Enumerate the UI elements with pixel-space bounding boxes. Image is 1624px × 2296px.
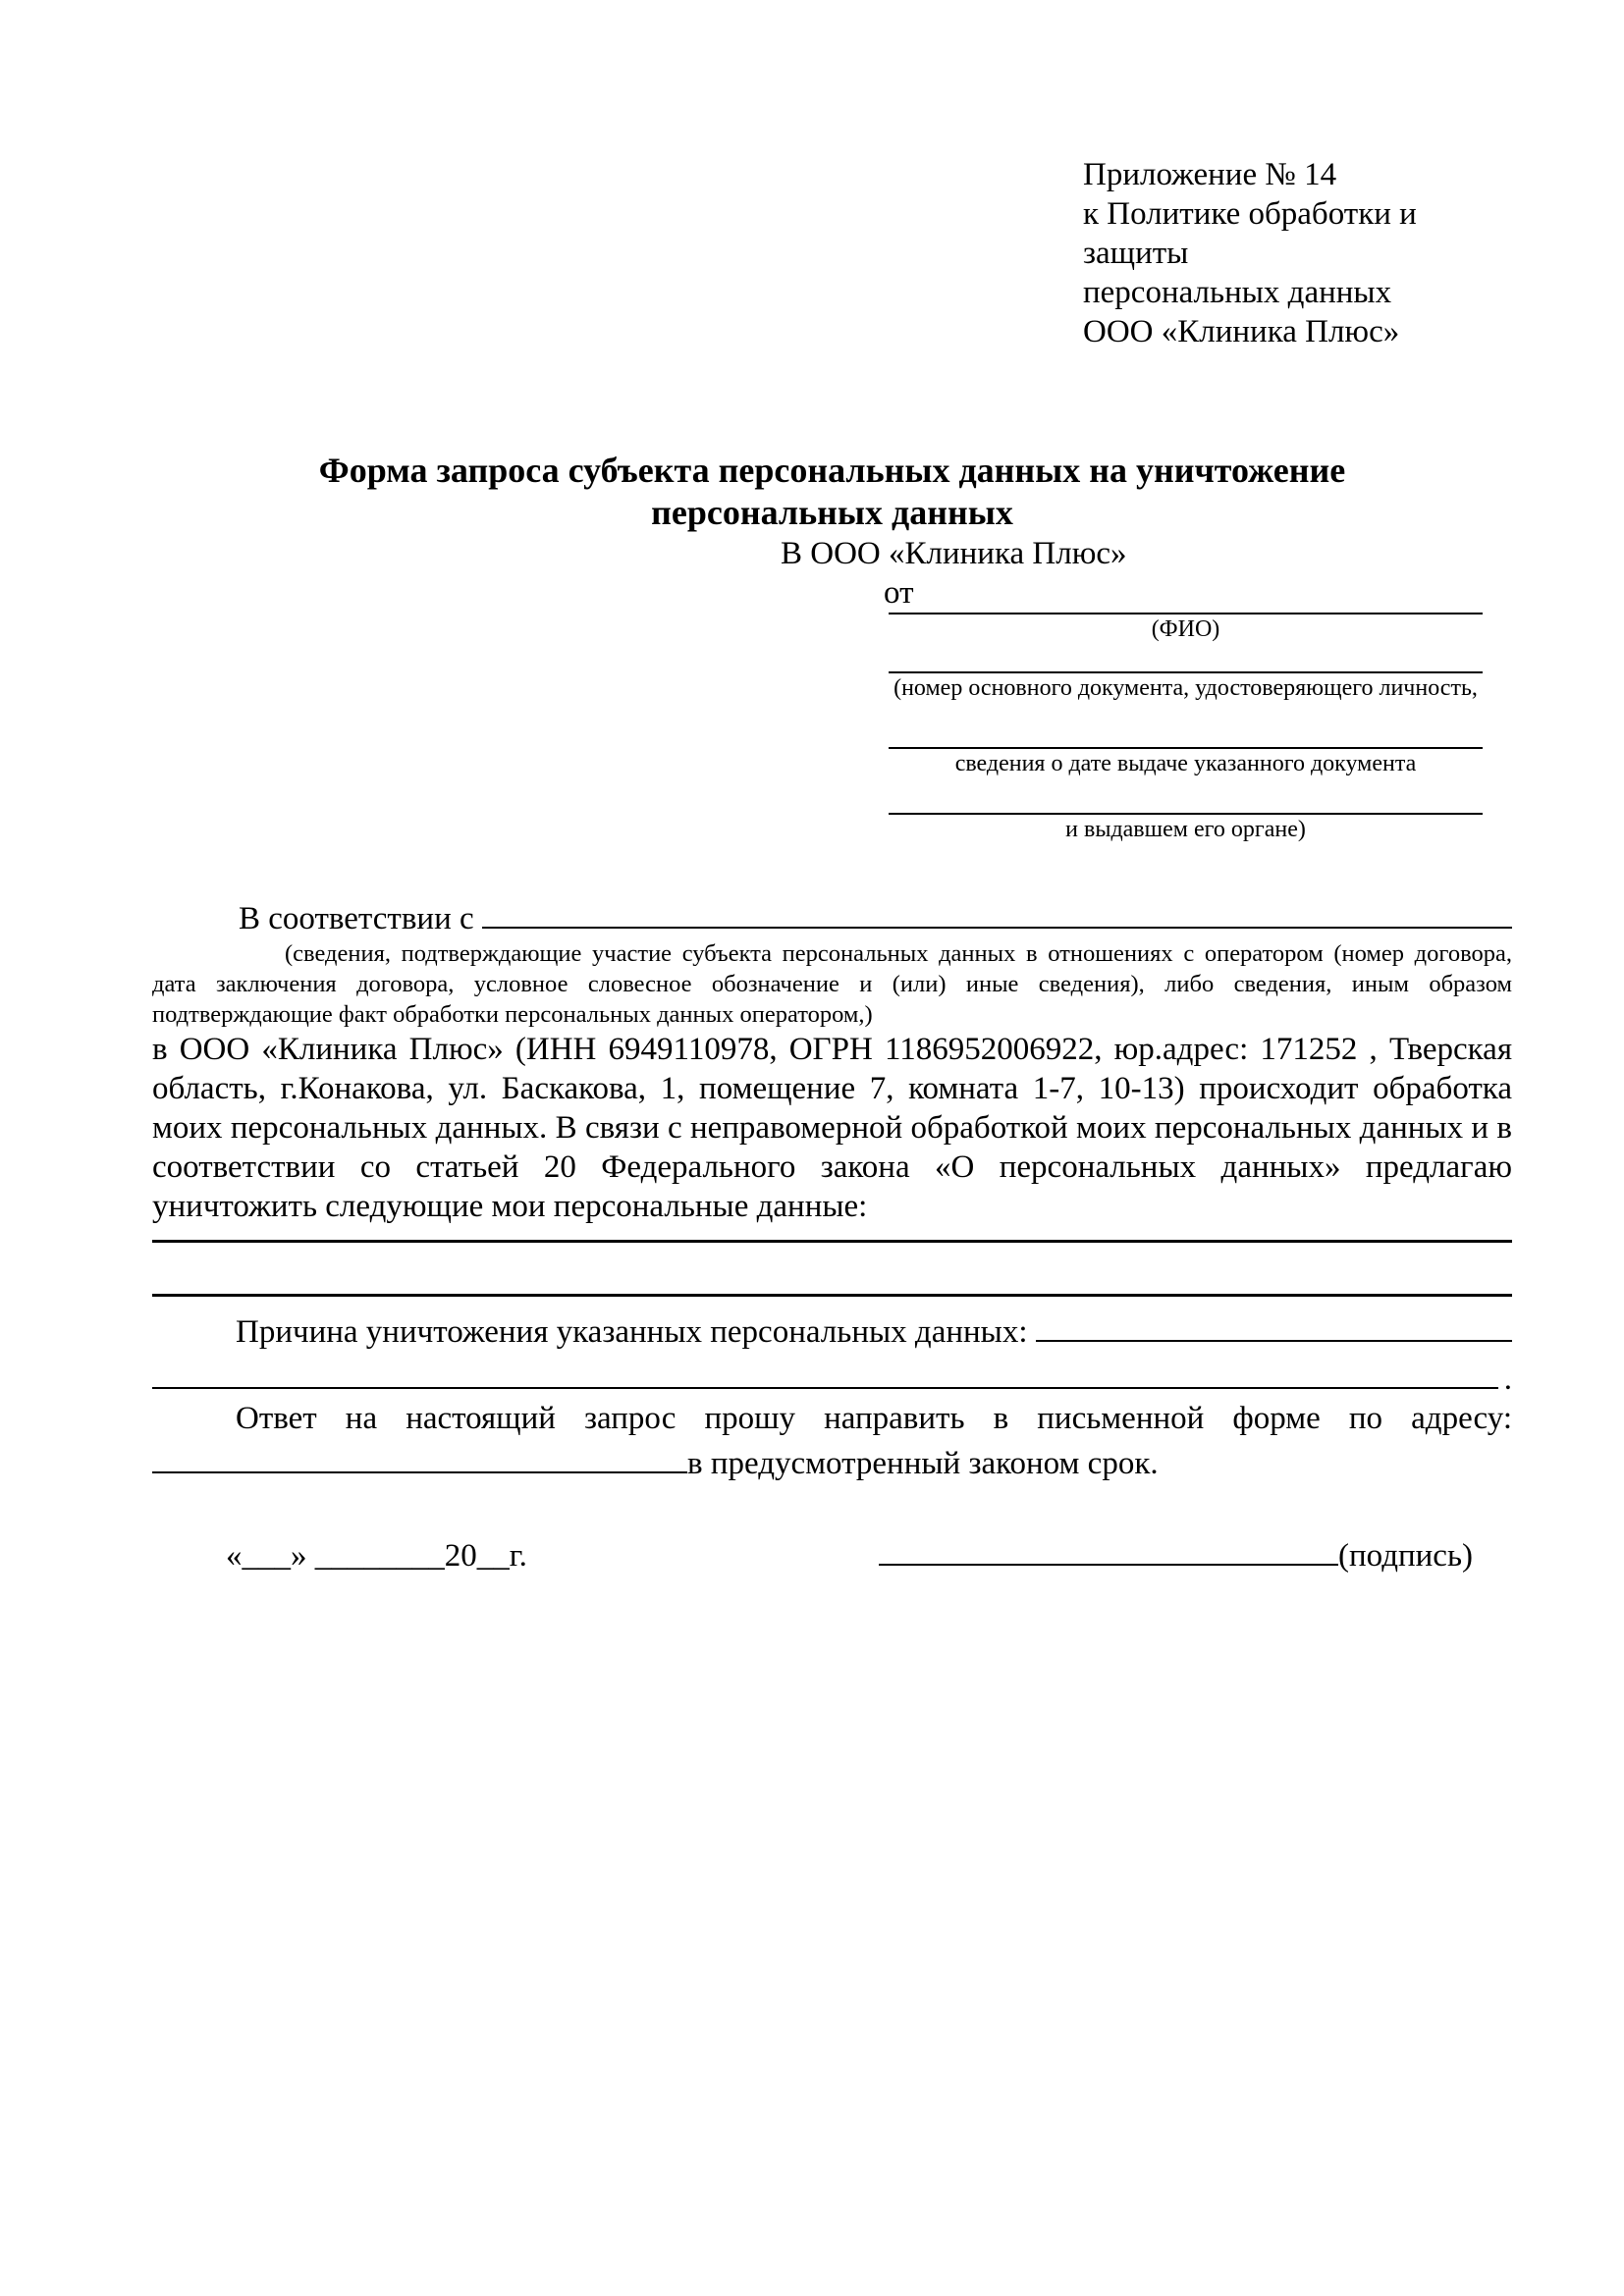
document-issue-date-caption: сведения о дате выдаче указанного документа [954, 751, 1417, 776]
personal-data-blank-line-2 [152, 1294, 1512, 1297]
fio-field-group [889, 613, 1483, 644]
document-title-line: Форма запроса субъекта персональных данных на уничтожение [318, 451, 1346, 490]
personal-data-blank-line-1 [152, 1240, 1512, 1243]
from-label: от [884, 575, 914, 611]
reason-label: Причина уничтожения указанных персональных данных: [236, 1314, 1028, 1350]
document-number-caption: (номер основного документа, удостоверяющего личность, [893, 675, 1478, 701]
signature-blank-line [879, 1530, 1338, 1566]
document-issuer-field-group [889, 813, 1483, 844]
reply-sentence: Ответ на настоящий запрос прошу направить в письменной форме по адресу: [236, 1401, 1512, 1436]
document-issue-date-field-group [889, 747, 1483, 778]
accordance-row [152, 891, 1512, 938]
accordance-label: В соответствии с [239, 901, 474, 936]
appendix-line: к Политике обработки и защиты [1083, 196, 1417, 271]
reason-continuation-blank-line [152, 1352, 1498, 1389]
reply-address-blank-line [152, 1438, 687, 1473]
document-issuer-caption: и выдавшем его органе) [1065, 817, 1306, 842]
reason-period: . [1503, 1362, 1512, 1397]
reason-continuation-row [152, 1352, 1512, 1399]
reason-row [152, 1305, 1512, 1352]
accordance-note: (сведения, подтверждающие участие субъекта персональных данных в отношениях с оператором (номер договора, дата заключения договора, условное словесное обозначение и (или) иные сведения), либо сведения, иным образом подтверждающие факт обработки персональных данных оператором,) [152, 940, 1512, 1028]
document-title [152, 450, 1512, 534]
date-signature-row [152, 1530, 1512, 1575]
appendix-line: персональных данных [1083, 275, 1392, 310]
document-title-line: персональных данных [651, 493, 1013, 532]
signature-group [879, 1530, 1473, 1575]
fio-caption: (ФИО) [1151, 616, 1220, 642]
date-line: «___» ________20__г. [226, 1538, 527, 1574]
addressee-line: В ООО «Клиника Плюс» [781, 536, 1127, 571]
accordance-blank-line [482, 891, 1512, 929]
reason-blank-line [1036, 1305, 1512, 1342]
document-number-field-group [889, 671, 1483, 703]
appendix-line: Приложение № 14 [1083, 157, 1337, 192]
appendix-header [1083, 155, 1512, 351]
reply-tail: в предусмотренный законом срок. [687, 1446, 1159, 1481]
reply-address-row [152, 1438, 1512, 1483]
signature-caption: (подпись) [1338, 1538, 1473, 1574]
appendix-line: ООО «Клиника Плюс» [1083, 314, 1400, 349]
body-paragraph: в ООО «Клиника Плюс» (ИНН 6949110978, ОГРН 1186952006922, юр.адрес: 171252 , Тверская область, г.Конакова, ул. Баскакова, 1, помещение 7, комната 1-7, 10-13) происходит обработка моих персональных данных. В связи с неправомерной обработкой моих персональных данных и в соответствии со статьей 20 Федерального закона «О персональных данных» предлагаю уничтожить следующие мои персональные данные: [152, 1032, 1512, 1224]
